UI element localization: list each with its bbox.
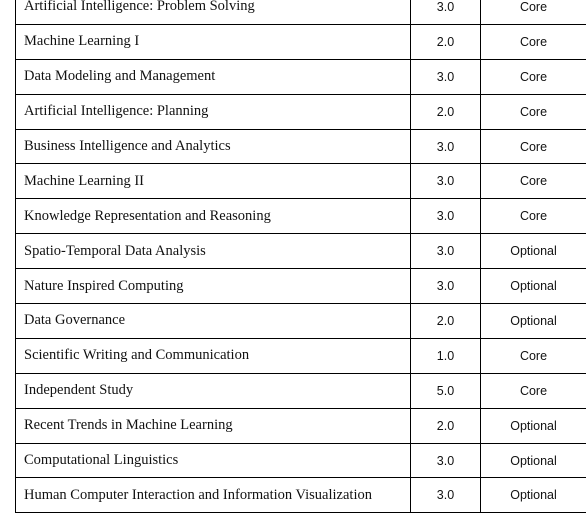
course-credits: 2.0 <box>411 94 481 129</box>
course-name: Computational Linguistics <box>16 443 411 478</box>
course-type: Optional <box>481 304 586 339</box>
course-credits: 1.0 <box>411 338 481 373</box>
course-name: Artificial Intelligence: Planning <box>16 94 411 129</box>
course-credits: 3.0 <box>411 269 481 304</box>
course-type: Core <box>481 0 586 24</box>
course-credits: 3.0 <box>411 164 481 199</box>
course-type: Optional <box>481 443 586 478</box>
table-row <box>16 269 586 304</box>
course-type: Optional <box>481 234 586 269</box>
course-name: Artificial Intelligence: Problem Solving <box>16 0 411 24</box>
course-type: Optional <box>481 269 586 304</box>
course-name: Data Modeling and Management <box>16 59 411 94</box>
course-credits: 3.0 <box>411 0 481 24</box>
course-type: Core <box>481 373 586 408</box>
course-type: Core <box>481 24 586 59</box>
table-row <box>16 0 586 24</box>
table-row <box>16 338 586 373</box>
course-type: Core <box>481 94 586 129</box>
table-row <box>16 59 586 94</box>
course-name: Independent Study <box>16 373 411 408</box>
course-credits: 3.0 <box>411 199 481 234</box>
course-name: Nature Inspired Computing <box>16 269 411 304</box>
course-type: Core <box>481 338 586 373</box>
course-name: Knowledge Representation and Reasoning <box>16 199 411 234</box>
course-table-body <box>16 0 586 513</box>
course-name: Spatio-Temporal Data Analysis <box>16 234 411 269</box>
course-credits: 3.0 <box>411 443 481 478</box>
course-type: Core <box>481 129 586 164</box>
course-credits: 2.0 <box>411 304 481 339</box>
course-table-container <box>15 0 586 513</box>
table-row <box>16 373 586 408</box>
course-type: Core <box>481 59 586 94</box>
course-name: Scientific Writing and Communication <box>16 338 411 373</box>
course-credits: 3.0 <box>411 129 481 164</box>
table-row <box>16 478 586 513</box>
table-row <box>16 24 586 59</box>
table-row <box>16 234 586 269</box>
table-row <box>16 304 586 339</box>
course-name: Machine Learning II <box>16 164 411 199</box>
table-row <box>16 129 586 164</box>
course-type: Core <box>481 164 586 199</box>
course-credits: 5.0 <box>411 373 481 408</box>
table-row <box>16 199 586 234</box>
table-row <box>16 94 586 129</box>
course-name: Business Intelligence and Analytics <box>16 129 411 164</box>
table-row <box>16 443 586 478</box>
course-type: Optional <box>481 478 586 513</box>
course-name: Human Computer Interaction and Information Visualization <box>16 478 411 513</box>
table-row <box>16 164 586 199</box>
course-name: Recent Trends in Machine Learning <box>16 408 411 443</box>
course-type: Optional <box>481 408 586 443</box>
course-type: Core <box>481 199 586 234</box>
table-row <box>16 408 586 443</box>
course-credits: 3.0 <box>411 234 481 269</box>
course-credits: 2.0 <box>411 408 481 443</box>
course-table <box>15 0 586 513</box>
course-credits: 2.0 <box>411 24 481 59</box>
course-credits: 3.0 <box>411 59 481 94</box>
course-name: Machine Learning I <box>16 24 411 59</box>
course-name: Data Governance <box>16 304 411 339</box>
course-credits: 3.0 <box>411 478 481 513</box>
